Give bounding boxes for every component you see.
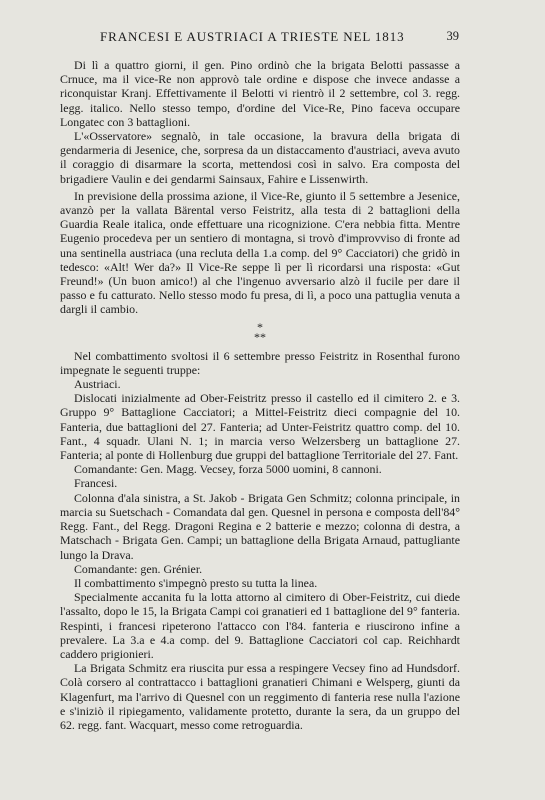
paragraph-french-columns: Colonna d'ala sinistra, a St. Jakob - Brigata Gen Schmitz; colonna principale, in marcia su Suetschach - Comandata dal gen. Quesnel in persona e composta dell'84° Regg. Fant., del Regg. Dragoni Regina e 2 batterie e mezzo; colonna di destra, a Matschach - Brigata Gen. Campi; un battaglione della Brigata Arnaud, pattugliante lungo la Drava. bbox=[60, 490, 460, 562]
paragraph-vice-re-recon: In previsione della prossima azione, il Vice-Re, giunto il 5 settembre a Jesenice, avanzò per la vallata Bärental verso Feistritz, alla testa di 2 battaglioni della Guardia Reale italica, onde effettuare una ricognizione. C'era nebbia fitta. Mentre Eugenio procedeva per un sentiero di montagna, si trovò d'improvviso di fronte ad una sentinella austriaca (una recluta della 1.a comp. del 9° Cacciatori) che gridò in tedesco: «Alt! Wer da?» Il Vice-Re seppe lì per lì ricordarsi una risposta: «Gut Freund!» (Un buon amico!) al che l'ingenuo avversario alzò il fucile per dare il passo e fu catturato. Nello stesso modo fu presa, di lì, a poco una pattuglia venuta a dargli il cambio. bbox=[60, 188, 460, 317]
ornament-asterisks-bottom: ** bbox=[254, 329, 266, 344]
paragraph-battle-start: Il combattimento s'impegnò presto su tutta la linea. bbox=[74, 575, 318, 590]
paragraph-troops-intro: Nel combattimento svoltosi il 6 settembre presso Feistritz in Rosenthal furono impegnate le seguenti truppe: bbox=[60, 348, 460, 377]
paragraph-cemetery-fight: Specialmente accanita fu la lotta attorno al cimitero di Ober-Feistritz, cui diede l'assalto, dopo le 15, la Brigata Campi coi granatieri ed 1 battaglione del 9° fanteria. Respinti, i francesi ripeterono l'attacco con l'84. fanteria e riuscirono infine a prevalere. La 3.a e 4.a comp. del 9. Battaglione Cacciatori col cap. Reichhardt caddero prigionieri. bbox=[60, 590, 460, 661]
paragraph-belotti: Di lì a quattro giorni, il gen. Pino ordinò che la brigata Belotti passasse a Crnuce, ma il vice-Re non approvò tale ordine e dispose che invece andasse a riconquistar Kranj. Effettivamente il Belotti vi rientrò il 2 settembre, col 3. regg. legg. italico. Nello stesso tempo, d'ordine del Vice-Re, Pino faceva occupare Longatec con 3 battaglioni. bbox=[60, 58, 460, 129]
paragraph-austrian-commander: Comandante: Gen. Magg. Vecsey, forza 5000 uomini, 8 cannoni. bbox=[74, 462, 382, 477]
running-title: FRANCESI E AUSTRIACI A TRIESTE NEL 1813 bbox=[100, 29, 405, 44]
ornament-asterisk-top: * bbox=[257, 319, 263, 334]
page-number: 39 bbox=[446, 29, 459, 43]
body-text bbox=[60, 58, 460, 732]
paragraph-french-commander: Comandante: gen. Grénier. bbox=[74, 561, 203, 576]
paragraph-austrian-deployment: Dislocati inizialmente ad Ober-Feistritz presso il castello ed il cimitero 2. e 3. Gruppo 9° Battaglione Cacciatori; a Mittel-Feistritz dieci compagnie del 10. Fanteria, due battaglioni del 27. Fanteria; ad Unter-Feistritz quattro comp. del 10. Fant., 4 squadr. Ulani N. 1; in marcia verso Welzersberg un battaglione 27. Fanteria; al ponte di Hollenburg due gruppi del battaglione Territoriale del 27. Fant. bbox=[60, 391, 460, 463]
paragraph-osservatore: L'«Osservatore» segnalò, in tale occasione, la bravura della brigata di gendarmeria di Jesenice, che, sorpresa da un distaccamento d'austriaci, aveva avuto il coraggio di disarmare la scorta, mettendosi così in salvo. Era composta del brigadiere Vaulin e dei gendarmi Sainsaux, Fahire e Lissenwirth. bbox=[60, 129, 460, 186]
page-header bbox=[0, 29, 545, 45]
heading-austriaci: Austriaci. bbox=[74, 377, 121, 392]
heading-francesi: Francesi. bbox=[74, 476, 118, 491]
paragraph-schmitz-brigade: La Brigata Schmitz era riuscita pur essa a respingere Vecsey fino ad Hundsdorf. Colà corsero al contrattacco i battaglioni granatieri Chimani e Welsperg, giunti da Klagenfurt, ma l'arrivo di Quesnel con un reggimento di fanteria rese nulla l'azione e s'iniziò il ripiegamento, validamente protetto, durante la sera, da un gruppo del 62. regg. fant. Wacquart, messo come retroguardia. bbox=[60, 661, 460, 732]
section-ornament bbox=[60, 319, 460, 344]
